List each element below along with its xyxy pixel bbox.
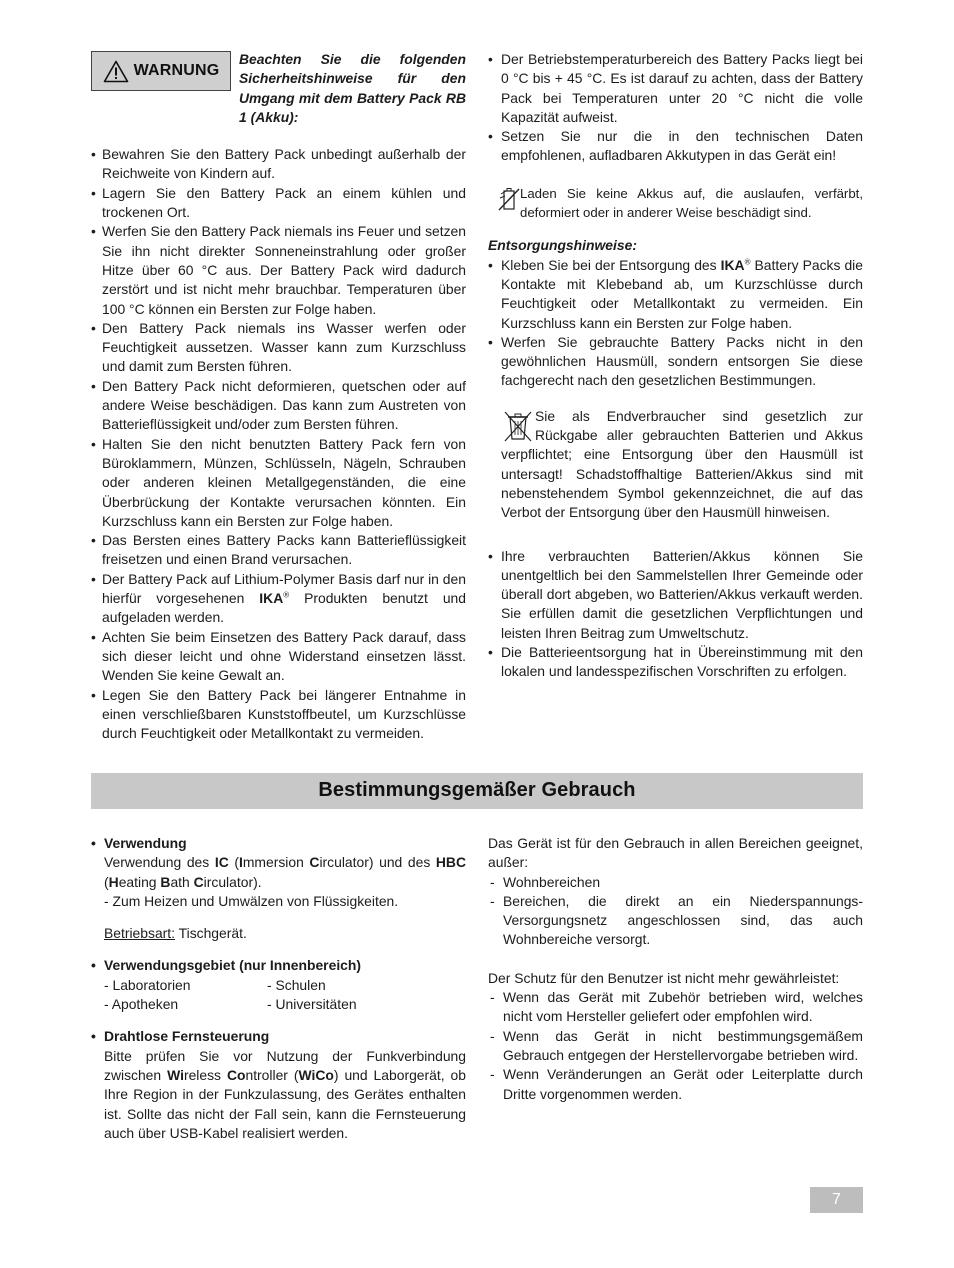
list-item: • Bewahren Sie den Battery Pack unbedingt außerhalb der Reichweite von Kindern auf.: [91, 145, 466, 184]
remote-description: Bitte prüfen Sie vor Nutzung der Funkverbindung zwischen Wireless Controller (WiCo) und Laborgerät, ob Ihre Region in der Funkzulassung, des Gerätes enthalten ist. Sollte das nicht der Fall sein, kann die Fernsteuerung auch über USB-Kabel realisiert werden.: [104, 1047, 466, 1141]
list-item: • Das Bersten eines Battery Packs kann Batterieflüssigkeit freisetzen und einen Brand verursachen.: [91, 531, 466, 570]
list-item: • Setzen Sie nur die in den technischen Daten empfohlenen, aufladbaren Akkutypen in das Gerät ein!: [488, 127, 863, 166]
remote-heading: • Drahtlose Fernsteuerung: [91, 1027, 466, 1046]
warning-label: WARNUNG: [133, 62, 220, 80]
usage-description: Verwendung des IC (Immersion Circulator) und des HBC (Heating Bath Circulator).: [104, 854, 466, 890]
list-item: • Den Battery Pack nicht deformieren, quetschen oder auf andere Weise beschädigen. Das kann zum Austreten von Batterieflüssigkeit und/oder zum Bersten führen.: [91, 377, 466, 435]
list-item: • Halten Sie den nicht benutzten Battery Pack fern von Büroklammern, Münzen, Schlüsseln, Nägeln, Schrauben oder anderen kleinen Metallgegenständen, die eine Überbrückung der Kontakte verursachen könnten. Ein Kurzschluss kann ein Bersten zur Folge haben.: [91, 435, 466, 531]
warning-triangle-icon: [103, 60, 129, 83]
warning-badge: [91, 51, 231, 91]
page-number: 7: [810, 1187, 863, 1213]
list-item: - Wenn das Gerät in nicht bestimmungsgemäßem Gebrauch entgegen der Herstellervorgabe betrieben wird.: [488, 1027, 863, 1066]
section-header: [91, 773, 863, 809]
bin-note: [488, 407, 863, 523]
list-item: • Der Betriebstemperaturbereich des Battery Packs liegt bei 0 °C bis + 45 °C. Es ist darauf zu achten, dass der Battery Pack bei Temperaturen unter 20 °C nicht die volle Kapazität aufweist.: [488, 50, 863, 127]
disposal-column: [488, 50, 863, 682]
safety-column: [91, 50, 466, 743]
list-item: • Achten Sie beim Einsetzen des Battery Pack darauf, dass sich dieser leicht und ohne Widerstand einsetzen lässt. Wenden Sie keine Gewalt an.: [91, 628, 466, 686]
protection-intro: Der Schutz für den Benutzer ist nicht mehr gewährleistet:: [488, 969, 840, 986]
exceptions-list: [488, 873, 863, 950]
list-item: • Kleben Sie bei der Entsorgung des IKA® Battery Packs die Kontakte mit Klebeband ab, um Kurzschlüsse durch Feuchtigkeit oder Metallkontakt zu vermeiden. Ein Kurzschluss kann ein Bersten zur Folge haben.: [488, 256, 863, 333]
list-item: • Legen Sie den Battery Pack bei längerer Entnahme in einen verschließbaren Kunststoffbeutel, um Kurzschlüsse durch Feuchtigkeit oder Metallkontakt zu vermeiden.: [91, 686, 466, 744]
usage-area-row: - Apotheken - Universitäten: [104, 996, 357, 1013]
no-charge-note: [488, 184, 863, 223]
no-charge-battery-icon: [498, 186, 520, 212]
list-item: • Werfen Sie gebrauchte Battery Packs nicht in den gewöhnlichen Hausmüll, sondern entsorgen Sie diese fachgerecht nach den gesetzlichen Bestimmungen.: [488, 333, 863, 391]
battery-notes-list: [488, 50, 863, 166]
list-item: • Lagern Sie den Battery Pack an einem kühlen und trockenen Ort.: [91, 184, 466, 223]
warning-block: [91, 50, 466, 127]
list-item: - Wohnbereichen: [488, 873, 863, 892]
usage-area-heading: • Verwendungsgebiet (nur Innenbereich): [91, 956, 466, 975]
usage-purpose: - Zum Heizen und Umwälzen von Flüssigkeiten.: [104, 892, 399, 909]
section-title: Bestimmungsgemäßer Gebrauch: [318, 779, 636, 802]
list-item: • Den Battery Pack niemals ins Wasser werfen oder Feuchtigkeit aussetzen. Wasser kann zum Kurzschluss und damit zum Bersten führen.: [91, 319, 466, 377]
disposal-list: [488, 256, 863, 391]
list-item: • Die Batterieentsorgung hat in Übereinstimmung mit den lokalen und landesspezifischen Vorschriften zu erfolgen.: [488, 643, 863, 682]
safety-list: [91, 145, 466, 743]
list-item: - Wenn das Gerät mit Zubehör betrieben wird, welches nicht vom Hersteller geliefert oder empfohlen wird.: [488, 988, 863, 1027]
usage-intro: Das Gerät ist für den Gebrauch in allen Bereichen geeignet, außer:: [488, 835, 863, 871]
disposal-heading: Entsorgungshinweise:: [488, 237, 637, 254]
usage-area-row: - Laboratorien - Schulen: [104, 976, 326, 993]
warning-intro: Beachten Sie die folgenden Sicherheitshinweise für den Umgang mit dem Battery Pack RB 1 (Akku):: [239, 51, 466, 125]
list-item: • Ihre verbrauchten Batterien/Akkus können Sie unentgeltlich bei den Sammelstellen Ihrer Gemeinde oder überall dort abgeben, wo Batterien/Akkus verkauft werden. Sie erfüllen damit die gesetzlichen Verpflichtungen und leisten Ihren Beitrag zum Umweltschutz.: [488, 547, 863, 643]
usage-column: [91, 834, 466, 1143]
operating-mode: Betriebsart: Tischgerät.: [104, 925, 247, 942]
bin-note-text: Sie als Endverbraucher sind gesetzlich zur Rückgabe aller gebrauchten Batterien und Akkus verpflichtet; eine Entsorgung über den Hausmüll ist untersagt! Schadstoffhaltige Batterien/Akkus sind mit nebenstehendem Symbol gekennzeichnet, die auf das Verbot der Entsorgung über den Hausmüll hinweisen.: [501, 407, 863, 521]
brand-name: IKA: [720, 256, 745, 273]
list-item: • Werfen Sie den Battery Pack niemals ins Feuer und setzen Sie ihn nicht direkter Sonneneinstrahlung oder großer Hitze über 60 °C aus. Der Battery Pack wird dadurch zerstört und ist nicht mehr brauchbar. Temperaturen über 100 °C können ein Bersten zur Folge haben.: [91, 222, 466, 318]
list-item: - Bereichen, die direkt an ein Niederspannungs-Versorgungsnetz angeschlossen sind, das auch Wohnbereiche versorgt.: [488, 892, 863, 950]
list-item: - Wenn Veränderungen an Gerät oder Leiterplatte durch Dritte vorgenommen werden.: [488, 1065, 863, 1104]
usage-heading: • Verwendung: [91, 834, 466, 853]
disposal-list-2: [488, 547, 863, 682]
protection-cases-list: [488, 988, 863, 1104]
brand-name: IKA: [259, 590, 284, 607]
crossed-bin-icon: [501, 409, 535, 443]
list-item: • Der Battery Pack auf Lithium-Polymer Basis darf nur in den hierfür vorgesehenen IKA® Produkten benutzt und aufgeladen werden.: [91, 570, 466, 628]
no-charge-text: Laden Sie keine Akkus auf, die auslaufen, verfärbt, deformiert oder in anderer Weise beschädigt sind.: [520, 185, 863, 221]
usage-restrictions-column: [488, 834, 863, 1104]
